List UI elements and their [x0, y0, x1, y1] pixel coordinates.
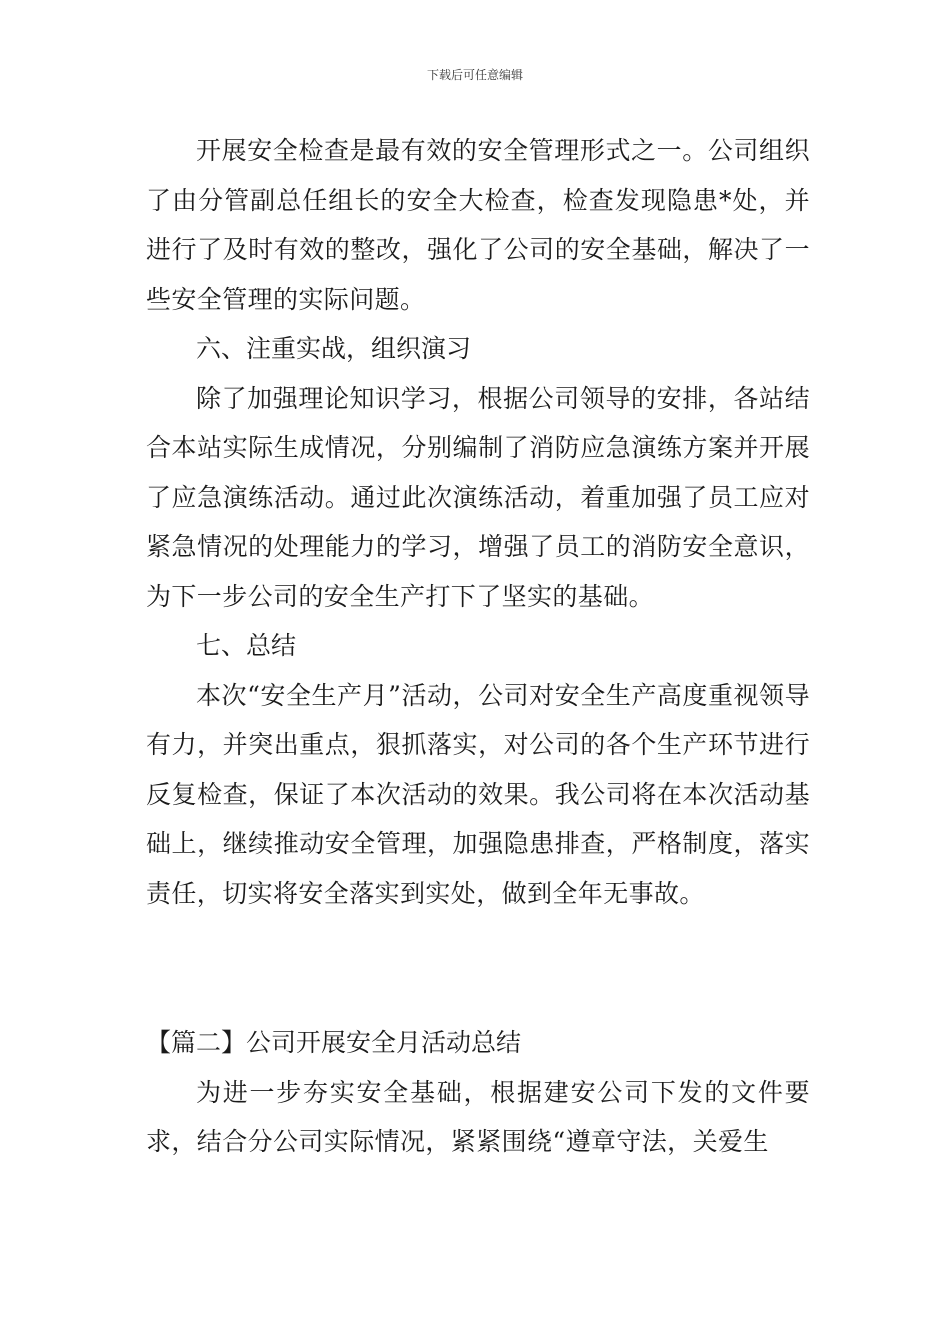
heading-section-seven: 七、总结	[196, 631, 297, 660]
section-two-title: 【篇二】公司开展安全月活动总结	[146, 1028, 522, 1057]
paragraph-summary: 本次“安全生产月”活动，公司对安全生产高度重视领导有力，并突出重点，狠抓落实，对公司的各个生产环节进行反复检查，保证了本次活动的效果。我公司将在本次活动基础上，继续推动安全管理，加强隐患排查，严格制度，落实责任，切实将安全落实到实处，做到全年无事故。	[146, 680, 810, 908]
heading-section-six: 六、注重实战，组织演习	[196, 334, 472, 363]
section-spacer	[146, 918, 810, 1018]
paragraph-drill: 除了加强理论知识学习，根据公司领导的安排，各站结合本站实际生成情况，分别编制了消防应急演练方案并开展了应急演练活动。通过此次演练活动，着重加强了员工应对紧急情况的处理能力的学习，增强了员工的消防安全意识，为下一步公司的安全生产打下了坚实的基础。	[146, 383, 810, 611]
paragraph-section-two-intro: 为进一步夯实安全基础，根据建安公司下发的文件要求，结合分公司实际情况，紧紧围绕“遵章守法，关爱生	[146, 1077, 810, 1156]
paragraph-safety-inspection: 开展安全检查是最有效的安全管理形式之一。公司组织了由分管副总任组长的安全大检查，检查发现隐患*处，并进行了及时有效的整改，强化了公司的安全基础，解决了一些安全管理的实际问题。	[146, 136, 810, 314]
page-header-note: 下载后可任意编辑	[426, 68, 523, 82]
document-body	[146, 126, 810, 1167]
